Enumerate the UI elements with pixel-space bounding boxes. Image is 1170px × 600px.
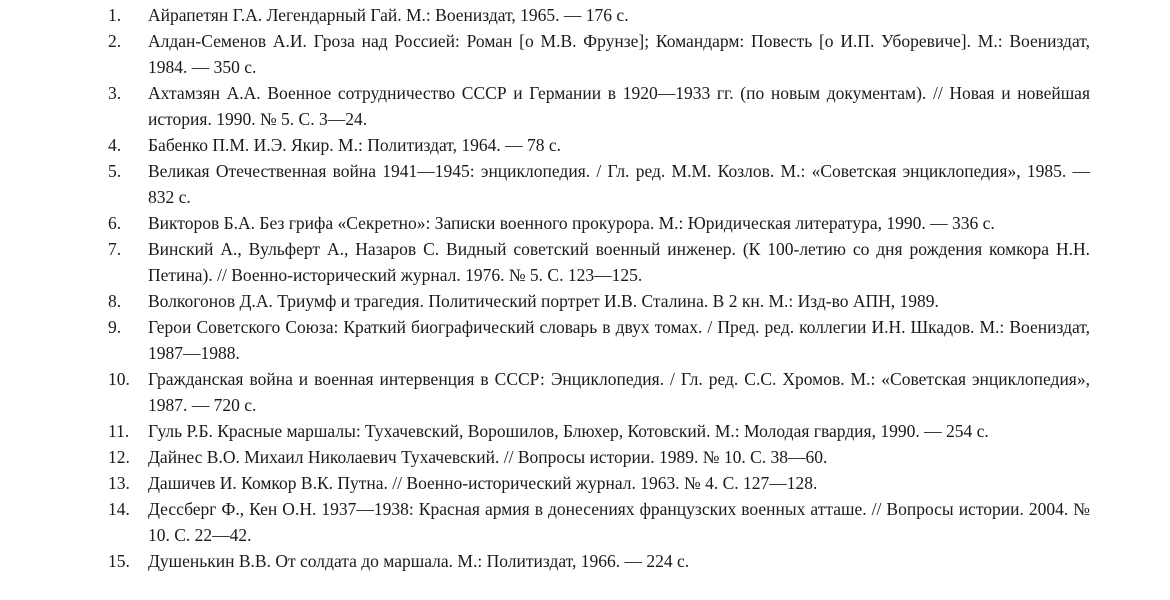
bibliography-entry [0,28,1170,80]
bibliography-entry [0,470,1170,496]
entry-number: 3. [108,83,122,103]
entry-number: 1. [108,5,122,25]
entry-number: 4. [108,135,122,155]
bibliography-list [0,2,1170,574]
entry-number: 13. [108,473,130,493]
entry-text: Алдан-Семенов А.И. Гроза над Россией: Роман [о М.В. Фрунзе]; Командарм: Повесть [о И.П. Уборевиче]. М.: Воениздат, 1984. — 350 с. [148,31,1090,77]
entry-text: Герои Советского Союза: Краткий биографический словарь в двух томах. / Пред. ред. коллегии И.Н. Шкадов. М.: Воениздат, 1987—1988. [148,317,1090,363]
entry-text: Винский А., Вульферт А., Назаров С. Видный советский военный инженер. (К 100-летию со дня рождения комкора Н.Н. Петина). // Военно-исторический журнал. 1976. № 5. С. 123—125. [148,239,1090,285]
entry-text: Бабенко П.М. И.Э. Якир. М.: Политиздат, 1964. — 78 с. [148,135,562,155]
bibliography-entry [0,288,1170,314]
entry-number: 14. [108,499,130,519]
entry-number: 15. [108,551,130,571]
bibliography-entry [0,548,1170,574]
entry-number: 7. [108,239,122,259]
entry-number: 2. [108,31,122,51]
bibliography-entry [0,132,1170,158]
entry-number: 5. [108,161,122,181]
bibliography-entry [0,444,1170,470]
bibliography-entry [0,314,1170,366]
entry-text: Гражданская война и военная интервенция в СССР: Энциклопедия. / Гл. ред. С.С. Хромов. М.: «Советская энциклопедия», 1987. — 720 с. [148,369,1090,415]
bibliography-entry [0,158,1170,210]
entry-text: Великая Отечественная война 1941—1945: энциклопедия. / Гл. ред. М.М. Козлов. М.: «Советская энциклопедия», 1985. — 832 с. [148,161,1090,207]
entry-number: 12. [108,447,130,467]
entry-text: Дессберг Ф., Кен О.Н. 1937—1938: Красная армия в донесениях французских военных атташе. // Вопросы истории. 2004. № 10. С. 22—42. [148,499,1090,545]
bibliography-entry [0,366,1170,418]
bibliography-entry [0,496,1170,548]
entry-number: 11. [108,421,130,441]
bibliography-entry [0,210,1170,236]
bibliography-entry [0,80,1170,132]
entry-text: Гуль Р.Б. Красные маршалы: Тухачевский, Ворошилов, Блюхер, Котовский. М.: Молодая гвардия, 1990. — 254 с. [148,421,989,441]
bibliography-entry [0,418,1170,444]
entry-number: 6. [108,213,122,233]
entry-number: 9. [108,317,122,337]
entry-number: 8. [108,291,122,311]
entry-text: Душенькин В.В. От солдата до маршала. М.: Политиздат, 1966. — 224 с. [148,551,690,571]
entry-text: Айрапетян Г.А. Легендарный Гай. М.: Воениздат, 1965. — 176 с. [148,5,629,25]
entry-text: Дашичев И. Комкор В.К. Путна. // Военно-исторический журнал. 1963. № 4. С. 127—128. [148,473,818,493]
entry-number: 10. [108,369,130,389]
entry-text: Ахтамзян А.А. Военное сотрудничество СССР и Германии в 1920—1933 гг. (по новым документам). // Новая и новейшая история. 1990. № 5. С. 3—24. [148,83,1090,129]
entry-text: Викторов Б.А. Без грифа «Секретно»: Записки военного прокурора. М.: Юридическая литература, 1990. — 336 с. [148,213,995,233]
entry-text: Волкогонов Д.А. Триумф и трагедия. Политический портрет И.В. Сталина. В 2 кн. М.: Изд-во АПН, 1989. [148,291,939,311]
bibliography-entry [0,2,1170,28]
entry-text: Дайнес В.О. Михаил Николаевич Тухачевский. // Вопросы истории. 1989. № 10. С. 38—60. [148,447,828,467]
bibliography-entry [0,236,1170,288]
